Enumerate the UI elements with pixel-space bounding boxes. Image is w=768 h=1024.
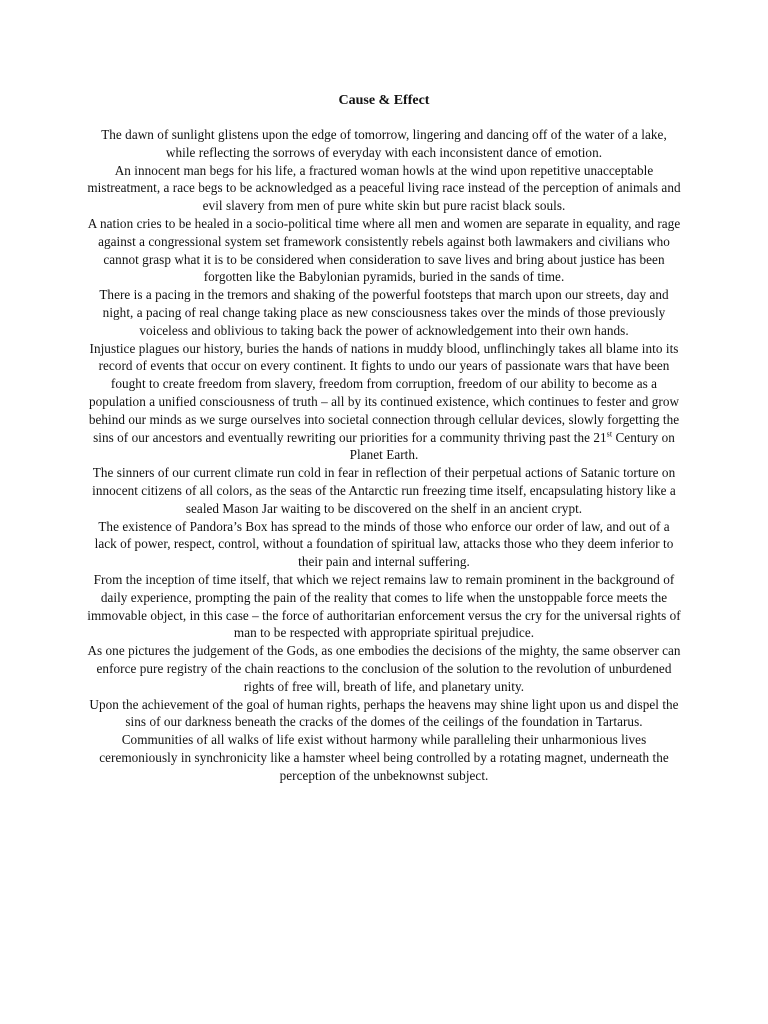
paragraph-injustice-end: Century on Planet Earth. xyxy=(349,429,675,463)
paragraph-dawn: The dawn of sunlight glistens upon the edge of tomorrow, lingering and dancing off of the water of a lake, while reflecting the sorrows of everyday with each inconsistent dance of emotion. xyxy=(101,127,667,160)
paragraph-pandoras-box: The existence of Pandora’s Box has spread to the minds of those who enforce our order of law, and out of a lack of power, respect, control, without a foundation of spiritual law, attacks those who they deem inferior to their pain and internal suffering. xyxy=(94,518,674,570)
paragraph-human-rights: Upon the achievement of the goal of human rights, perhaps the heavens may shine light upon us and dispel the sins of our darkness beneath the cracks of the domes of the ceilings of the foundation in Tartarus. xyxy=(89,696,679,730)
paragraph-injustice-text: Injustice plagues our history, buries the hands of nations in muddy blood, unflinchingly takes all blame into its record of events that occur on every continent. It fights to undo our years of passionate wars that have been fought to create freedom from slavery, freedom from corruption, freedom of our ability to become as a population a unified consciousness of truth – all by its continued existence, which continues to fester and grow behind our minds as we surge ourselves into societal connection through cellular devices, slowly forgetting the sins of our ancestors and eventually rewriting our priorities for a community thriving past the 21 xyxy=(88,340,680,445)
paragraph-innocent-man: An innocent man begs for his life, a fractured woman howls at the wind upon repetitive unacceptable mistreatment, a race begs to be acknowledged as a peaceful living race instead of the perception of animals and evil slavery from men of pure white skin but pure racist black souls. xyxy=(87,162,681,214)
paragraph-communities: Communities of all walks of life exist without harmony while paralleling their unharmonious lives ceremoniously in synchronicity like a hamster wheel being controlled by a rotating magnet, underneath the perception of the unbeknownst subject. xyxy=(99,732,669,783)
paragraph-injustice xyxy=(86,340,682,465)
ordinal-superscript: st xyxy=(606,429,613,439)
document-page xyxy=(86,92,682,784)
paragraph-pacing: There is a pacing in the tremors and shaking of the powerful footsteps that march upon our streets, day and night, a pacing of real change taking place as new consciousness takes over the minds of those previously voiceless and oblivious to taking back the power of acknowledgement into their own hands. xyxy=(99,287,669,338)
document-title: Cause & Effect xyxy=(338,93,430,108)
paragraph-inception: From the inception of time itself, that which we reject remains law to remain prominent in the background of daily experience, prompting the pain of the reality that comes to life when the unstoppable force meets the immovable object, in this case – the force of authoritarian enforcement versus the cry for the universal rights of man to be respected with appropriate spiritual prejudice. xyxy=(87,571,681,641)
paragraph-judgement: As one pictures the judgement of the Gods, as one embodies the decisions of the mighty, the same observer can enforce pure registry of the chain reactions to the conclusion of the solution to the revolution of unburdened rights of free will, breath of life, and planetary unity. xyxy=(87,643,681,694)
paragraph-sinners: The sinners of our current climate run cold in fear in reflection of their perpetual actions of Satanic torture on innocent citizens of all colors, as the seas of the Antarctic run freezing time itself, encapsulating history like a sealed Mason Jar waiting to be discovered on the shelf in an ancient crypt. xyxy=(92,465,676,516)
paragraph-nation-cries: A nation cries to be healed in a socio-political time where all men and women are separate in equality, and rage against a congressional system set framework consistently rebels against both lawmakers and civilians who cannot grasp what it is to be considered when consideration to save lives and bring about justice has been forgotten like the Babylonian pyramids, buried in the sands of time. xyxy=(87,215,681,285)
